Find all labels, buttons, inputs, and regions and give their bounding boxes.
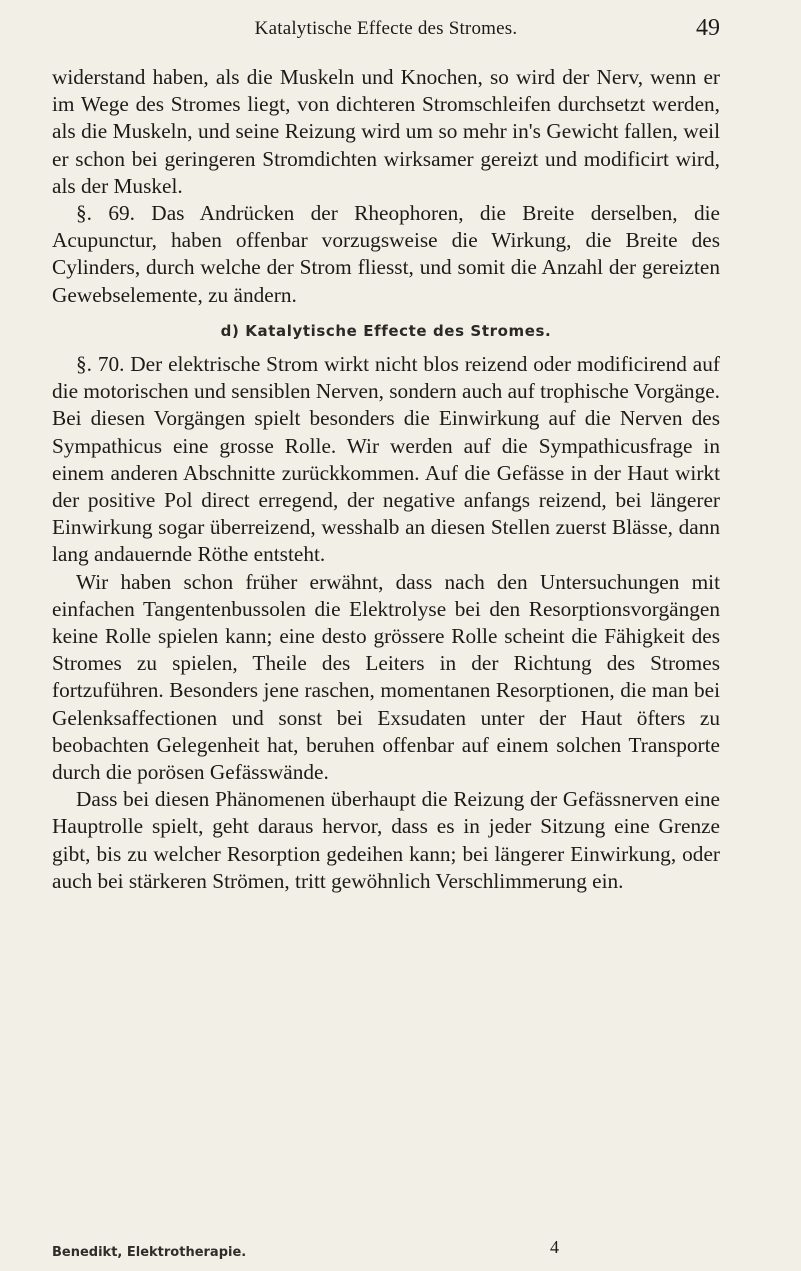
signature-mark: 4 (550, 1237, 559, 1257)
page-number: 49 (696, 15, 720, 41)
paragraph-section-69: §. 69. Das Andrücken der Rheophoren, die Breite derselben, die Acupunctur, haben offenbar vorzugsweise die Wirkung, die Breite des Cylinders, durch welche der Strom fliesst, und somit die Anzahl der gereizten Gewebselemente, zu ändern. (52, 201, 720, 307)
section-heading: d) Katalytische Effecte des Stromes. (220, 321, 552, 340)
body-text (52, 64, 720, 895)
footer-imprint: Benedikt, Elektrotherapie. (52, 1245, 247, 1260)
running-header (52, 15, 720, 48)
page-footer (52, 1234, 720, 1260)
paragraph-vascular-nerves: Dass bei diesen Phänomenen überhaupt die Reizung der Gefässnerven eine Hauptrolle spielt, geht daraus hervor, dass es in jeder Sitzung eine Grenze gibt, bis zu welcher Resorption gedeihen kann; bei längerer Einwirkung, oder auch bei stärkeren Strömen, tritt gewöhnlich Verschlimmerung ein. (52, 787, 720, 893)
paragraph-resorption: Wir haben schon früher erwähnt, dass nach den Untersuchungen mit einfachen Tangentenbussolen die Elektrolyse bei den Resorptionsvorgängen keine Rolle spielen kann; eine desto grössere Rolle scheint die Fähigkeit des Stromes zu spielen, Theile des Leiters in der Richtung des Stromes fortzuführen. Besonders jene raschen, momentanen Resorptionen, die man bei Gelenksaffectionen und sonst bei Exsudaten unter der Haut öfters zu beobachten Gelegenheit hat, beruhen offenbar auf einem solchen Transporte durch die porösen Gefässwände. (52, 569, 720, 785)
paragraph-continuation: widerstand haben, als die Muskeln und Knochen, so wird der Nerv, wenn er im Wege des Stromes liegt, von dichteren Stromschleifen durchsetzt werden, als die Muskeln, und seine Reizung wird um so mehr in's Gewicht fallen, weil er schon bei geringeren Stromdichten wirksamer gereizt und modificirt wird, als der Muskel. (52, 65, 720, 198)
book-page (52, 15, 720, 895)
running-title: Katalytische Effecte des Stromes. (254, 18, 518, 39)
paragraph-section-70: §. 70. Der elektrische Strom wirkt nicht blos reizend oder modificirend auf die motorischen und sensiblen Nerven, sondern auch auf trophische Vorgänge. Bei diesen Vorgängen spielt besonders die Einwirkung auf die Nerven des Sympathicus eine grosse Rolle. Wir werden auf die Sympathicusfrage in einem anderen Abschnitte zurückkommen. Auf die Gefässe in der Haut wirkt der positive Pol direct erregend, der negative anfangs reizend, bei längerer Einwirkung sogar überreizend, wesshalb an diesen Stellen zuerst Blässe, dann lang andauernde Röthe entsteht. (52, 352, 720, 567)
